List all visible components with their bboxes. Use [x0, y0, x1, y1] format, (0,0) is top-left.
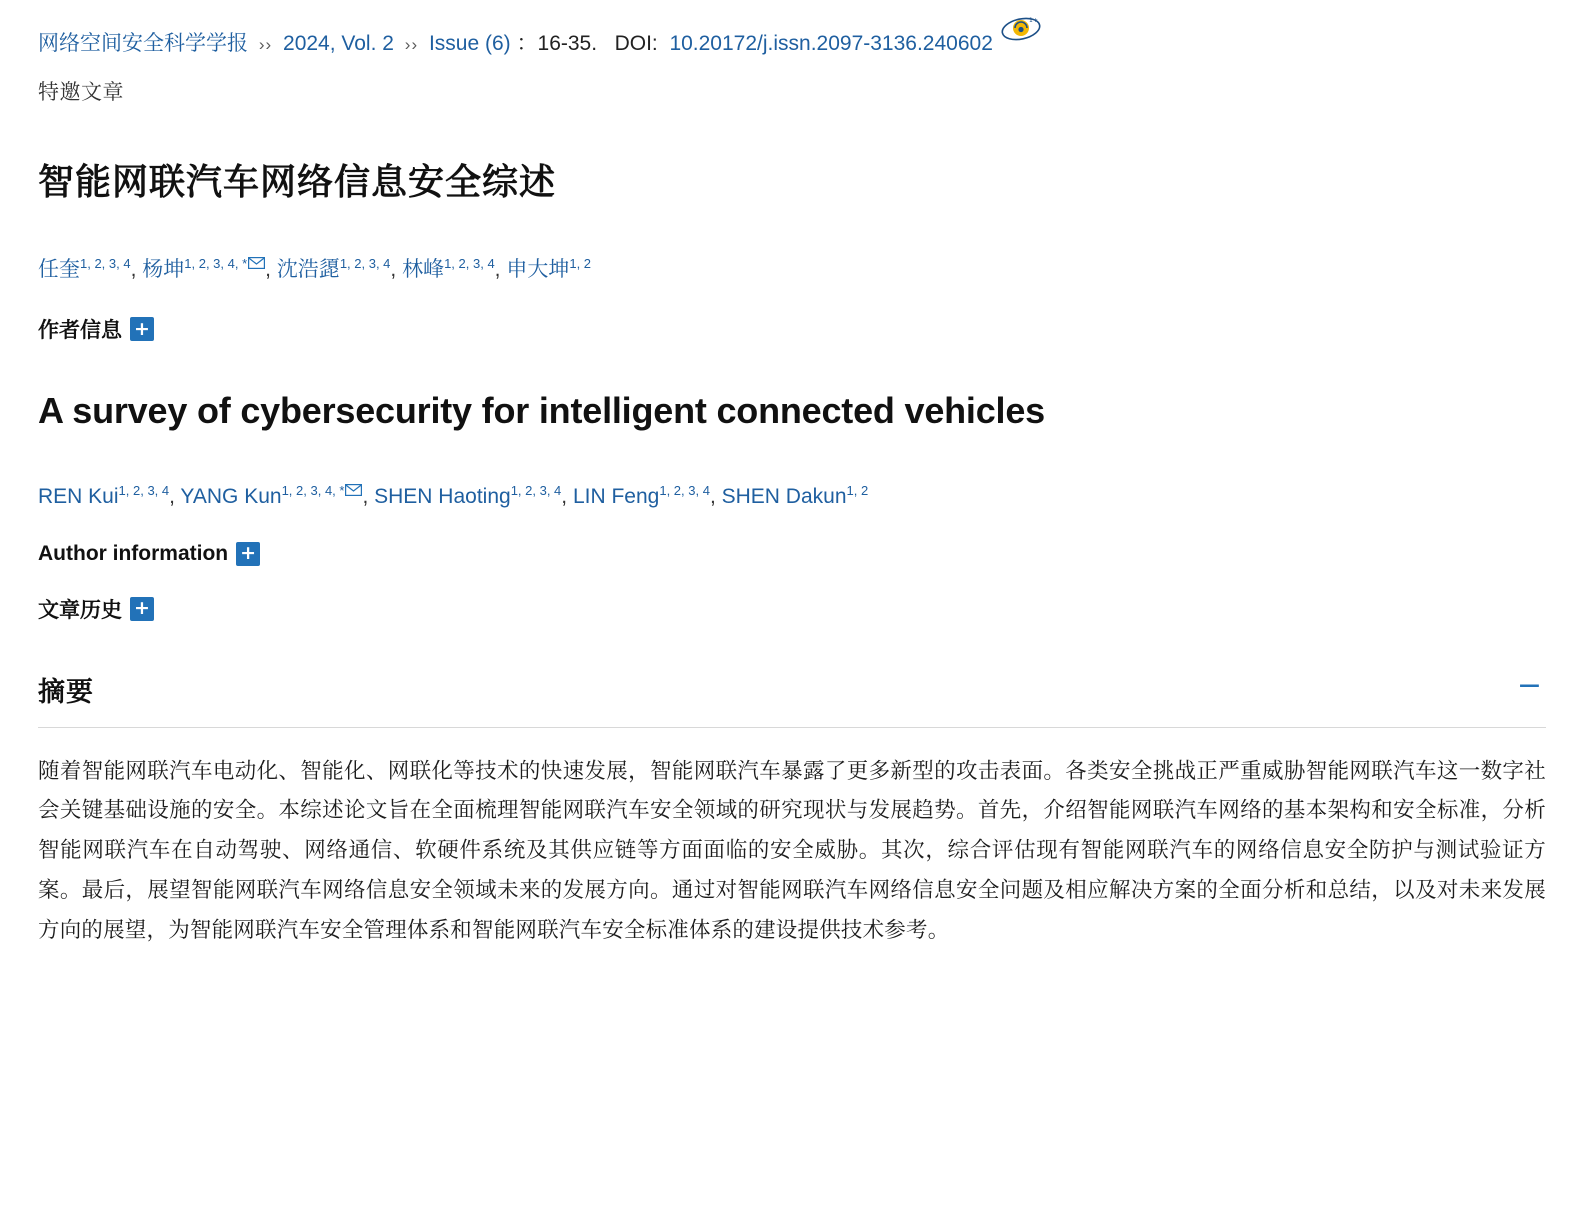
page-title: 智能网联汽车网络信息安全综述 [38, 160, 557, 202]
author-affiliation-sup: 1, 2, 3, 4 [659, 483, 710, 499]
breadcrumb-separator-2: ›› [404, 35, 419, 54]
svg-text:1+: 1+ [1028, 17, 1038, 25]
doi-link[interactable]: 10.20172/j.issn.2097-3136.240602 [669, 32, 993, 55]
author-name[interactable]: REN Kui [38, 485, 119, 509]
article-type: 特邀文章 [38, 80, 124, 104]
breadcrumb-page-range: ：16-35. [516, 32, 598, 55]
collapse-abstract-button[interactable]: − [1516, 668, 1542, 704]
breadcrumb-journal-link[interactable]: 网络空间安全科学学报 [38, 32, 248, 55]
author-information-en-row [38, 542, 1546, 566]
author-affiliation-sup: 1, 2 [846, 483, 869, 499]
author-affiliation-sup: 1, 2, 3, 4, * [184, 255, 248, 271]
author-information-cn-row [38, 314, 1546, 344]
author-affiliation-sup: 1, 2, 3, 4, * [281, 483, 345, 499]
author-affiliation-sup: 1, 2, 3, 4 [339, 255, 391, 271]
breadcrumb-separator-1: ›› [258, 35, 273, 54]
journal-logo-icon [997, 15, 1041, 45]
author-affiliation-sup: 1, 2 [569, 255, 592, 271]
author-name[interactable]: 林峰 [402, 257, 445, 281]
author-name[interactable]: 申大坤 [506, 257, 570, 281]
authors-chinese: 任奎$^{1, 2, 3, 4}$, 杨坤$^{1, 2, 3, 4, *}$ , 沈浩頾$^{1, 2, 3, 4}$, 林峰$^{1, 2, 3, 4}$, 申大坤$^{1, 2}$ [38, 245, 1546, 287]
envelope-icon[interactable] [345, 473, 362, 485]
expand-author-information-cn-button[interactable]: + [130, 317, 154, 341]
envelope-icon[interactable] [248, 246, 265, 258]
author-name[interactable]: LIN Feng [572, 485, 660, 509]
author-name[interactable]: SHEN Dakun [721, 485, 847, 509]
doi-label: DOI: [602, 32, 664, 55]
breadcrumb-issue-link[interactable]: Issue (6) [428, 32, 511, 55]
author-affiliation-sup: 1, 2, 3, 4 [80, 255, 131, 271]
author-name[interactable]: 沈浩頾 [276, 257, 340, 281]
author-name[interactable]: YANG Kun [180, 485, 282, 509]
author-affiliation-sup: 1, 2, 3, 4 [444, 255, 495, 271]
author-affiliation-sup: 1, 2, 3, 4 [118, 483, 170, 499]
author-affiliation-sup: 1, 2, 3, 4 [510, 483, 562, 499]
author-name[interactable]: SHEN Haoting [374, 485, 511, 509]
page-title-english: A survey of cybersecurity for intelligent connected vehicles [38, 390, 1046, 432]
expand-article-history-button[interactable]: + [130, 597, 154, 621]
article-history-row [38, 594, 1546, 624]
author-name[interactable]: 任奎 [38, 257, 80, 281]
breadcrumb-year-volume-link[interactable]: 2024, Vol. 2 [283, 32, 394, 55]
author-information-cn-label: 作者信息 [38, 319, 122, 343]
abstract-text: 随着智能网联汽车电动化、智能化、网联化等技术的快速发展，智能网联汽车暴露了更多新型的攻击表面。各类安全挑战正严重威胁智能网联汽车这一数字社会关键基础设施的安全。本综述论文旨在全面梳理智能网联汽车安全领域的研究现状与发展趋势。首先，介绍智能网联汽车网络的基本架构和安全标准，分析智能网联汽车在自动驾驶、网络通信、软硬件系统及其供应链等方面面临的安全威胁。其次，综合评估现有智能网联汽车的网络信息安全防护与测试验证方案。最后，展望智能网联汽车网络信息安全领域未来的发展方向。通过对智能网联汽车网络信息安全问题及相应解决方案的全面分析和总结，以及对未来发展方向的展望，为智能网联汽车安全管理体系和智能网联汽车安全标准体系的建设提供技术参考。 [38, 758, 1546, 942]
expand-author-information-en-button[interactable]: + [236, 542, 260, 566]
authors-english: REN Kui$^{1, 2, 3, 4}$, YANG Kun$^{1, 2, 3, 4, *}$ , SHEN Haoting$^{1, 2, 3, 4}$, LIN Feng$^{1, 2, 3, 4}$, SHEN Dakun$^{1, 2}$ [38, 472, 1546, 514]
abstract-section-header [38, 670, 1546, 728]
breadcrumb [38, 17, 1546, 60]
author-information-en-label: Author information [38, 541, 229, 565]
author-name[interactable]: 杨坤 [142, 257, 185, 281]
article-history-label: 文章历史 [38, 598, 122, 622]
abstract-heading: 摘要 [38, 676, 94, 707]
